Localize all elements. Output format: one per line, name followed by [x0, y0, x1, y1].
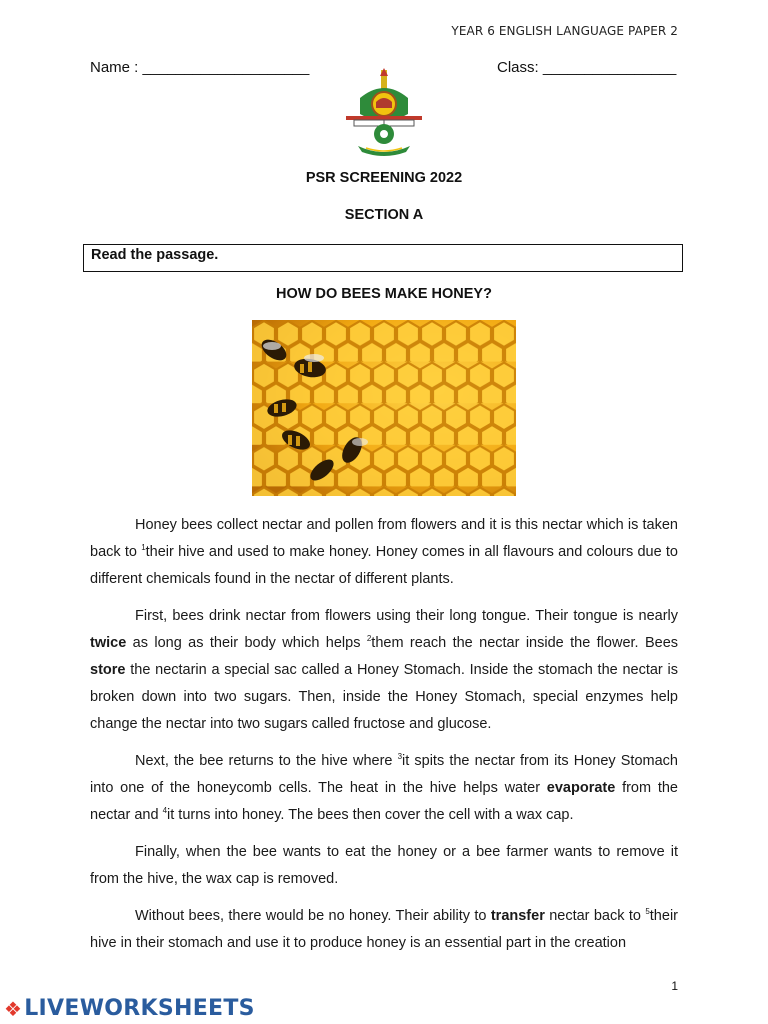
exam-title: PSR SCREENING 2022	[305, 170, 463, 186]
passage-title: HOW DO BEES MAKE HONEY?	[276, 286, 492, 302]
paragraph-1: Honey bees collect nectar and pollen from flowers and it is this nectar which is taken back to $^1$their hive and used to make honey. Honey comes in all flavours and colours due to different chemicals found in the nectar of different plants.	[90, 517, 678, 587]
liveworksheets-logo[interactable]	[4, 996, 255, 1021]
class-field[interactable]: Class: ________________	[497, 59, 677, 76]
keyword-store: store	[90, 662, 126, 678]
liveworksheets-mark-icon: ❖	[4, 996, 23, 1021]
passage-body	[90, 512, 678, 967]
paragraph-2: First, bees drink nectar from flowers using their long tongue. Their tongue is nearly twice as long as their body which helps $^2$them reach the nectar inside the flower. Bees store the nectarin a special sac called a Honey Stomach. Inside the stomach the nectar is broken down into two sugars. Then, inside the Honey Stomach, special enzymes help change the nectar into two sugars called fructose and glucose.	[90, 608, 679, 732]
instruction-box	[83, 244, 683, 272]
section-title: SECTION A	[344, 207, 424, 223]
keyword-transfer: transfer	[490, 908, 545, 924]
school-crest-logo	[340, 68, 428, 158]
keyword-twice: twice	[90, 635, 127, 651]
page-number: 1	[671, 979, 678, 993]
paper-title: YEAR 6 ENGLISH LANGUAGE PAPER 2	[451, 24, 678, 38]
bees-honeycomb-image	[252, 320, 516, 496]
paragraph-4: Finally, when the bee wants to eat the honey or a bee farmer wants to remove it from the hive, the wax cap is removed.	[90, 844, 678, 887]
keyword-evaporate: evaporate	[546, 780, 616, 796]
paragraph-3: Next, the bee returns to the hive where $^3$it spits the nectar from its Honey Stomach into one of the honeycomb cells. The heat in the hive helps water evaporate from the nectar and $^4$it turns into honey. The bees then cover the cell with a wax cap.	[90, 752, 678, 823]
instruction-text: Read the passage.	[91, 247, 219, 263]
paragraph-5: Without bees, there would be no honey. Their ability to transfer nectar back to $^5$their hive in their stomach and use it to produce honey is an essential part in the creation	[90, 907, 678, 951]
name-field[interactable]: Name : ____________________	[90, 59, 310, 76]
brand-text: LIVEWORKSHEETS	[24, 996, 255, 1021]
